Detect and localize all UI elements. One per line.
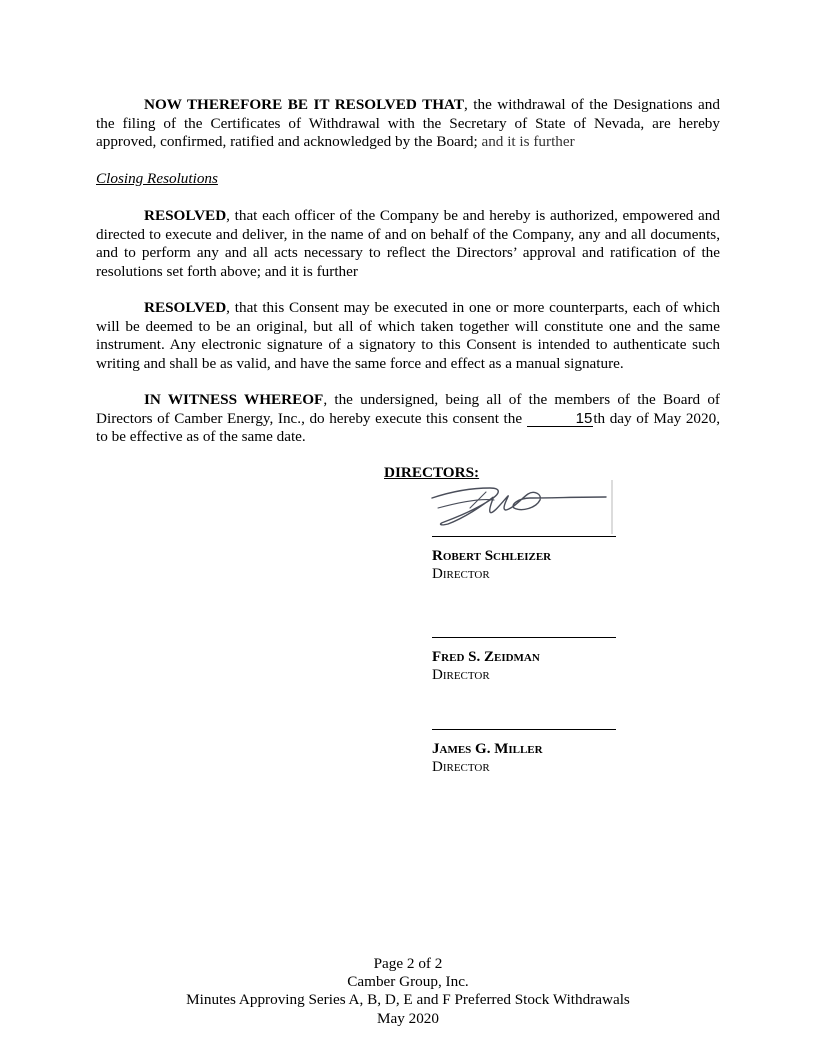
day-field: 15	[527, 411, 594, 427]
director-title: Director	[432, 759, 490, 775]
paragraph-lead: NOW THEREFORE BE IT RESOLVED THAT	[144, 96, 464, 113]
paragraph-text: , the undersigned, being all of the members of the Board of Directors of Camber Energy, Inc., do hereby execute this consent the	[96, 391, 720, 427]
resolution-paragraph-counterparts	[96, 299, 720, 373]
paragraph-text: th day of May 2020, to be effective as of the same date.	[96, 409, 721, 446]
resolution-paragraph-officers	[96, 207, 720, 281]
director-name: Fred S. Zeidman	[432, 649, 540, 665]
paragraph-text: , that each officer of the Company be and hereby is authorized, empowered and directed to execute and deliver, in the name of and on behalf of the Company, any and all documents, and to perform any and all acts necessary to reflect the Directors’ approval and ratification of the resolutions set forth above; and it is further	[96, 207, 720, 280]
director-name: James G. Miller	[432, 741, 543, 757]
page-number: Page 2 of 2	[373, 955, 443, 972]
paragraph-lead: RESOLVED	[144, 299, 227, 316]
paragraph-text: , the withdrawal of the Designations and the filing of the Certificates of Withdrawal with the Secretary of State of Nevada, are hereby approved, confirmed, ratified and acknowledged by the Board;	[96, 96, 720, 151]
closing-resolutions-heading: Closing Resolutions	[96, 170, 218, 187]
handwritten-signature	[430, 478, 620, 536]
witness-paragraph	[96, 391, 720, 447]
paragraph-text: , that this Consent may be executed in one or more counterparts, each of which will be deemed to be an original, but all of which taken together will constitute one and the same instrument. Any electronic signature of a signatory to this Consent is intended to authenticate such writing and shall be as valid, and have the same force and effect as a manual signature.	[96, 299, 720, 372]
resolution-paragraph-withdrawal	[96, 96, 720, 152]
signature-block-director-2	[432, 637, 622, 684]
director-title: Director	[432, 566, 490, 582]
signature-line	[432, 729, 616, 730]
signature-line	[432, 536, 616, 537]
directors-label: DIRECTORS:	[384, 464, 480, 481]
footer-document-title: Minutes Approving Series A, B, D, E and F Preferred Stock Withdrawals	[186, 991, 630, 1009]
director-name: Robert Schleizer	[432, 548, 552, 564]
paragraph-lead: RESOLVED	[144, 207, 227, 224]
paragraph-tail: and it is further	[477, 133, 575, 151]
footer-company: Camber Group, Inc.	[347, 973, 469, 991]
footer-date: May 2020	[376, 1009, 439, 1027]
signature-block-director-1	[432, 536, 622, 583]
signature-block-director-3	[432, 729, 622, 776]
page-footer	[0, 955, 816, 1028]
signature-line	[432, 637, 616, 638]
director-title: Director	[432, 667, 490, 683]
paragraph-lead: IN WITNESS WHEREOF	[144, 391, 324, 408]
